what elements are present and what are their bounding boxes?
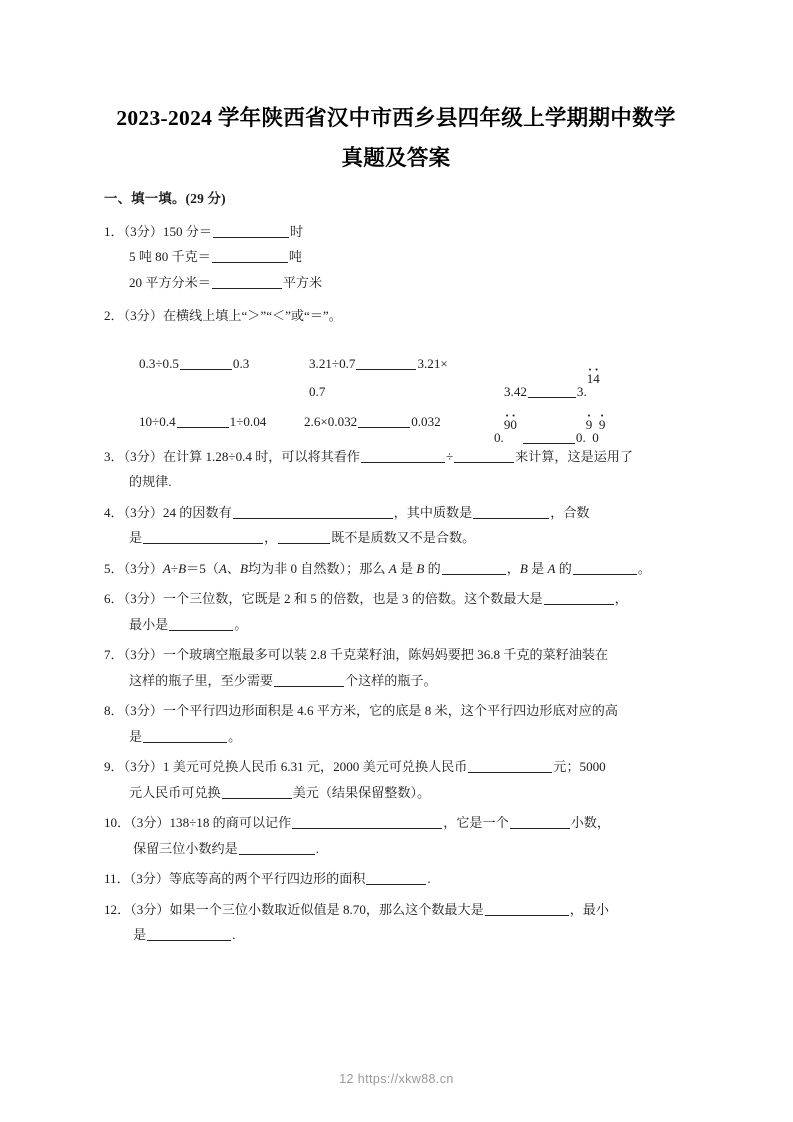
q12-text-3: 是 [133, 927, 147, 942]
q4-text-3: ，合数 [550, 504, 590, 520]
q5-text-10: 是 [396, 560, 417, 576]
answer-blank[interactable] [143, 530, 263, 544]
q1-text-d: 吨 [288, 249, 302, 264]
q11-score: （3分） [129, 871, 169, 886]
answer-blank[interactable] [143, 729, 227, 743]
question-2-comparison-grid [104, 331, 694, 445]
q9-text-2: 元；5000 [553, 759, 606, 774]
question-10-line-1 [104, 810, 694, 836]
q4-number: 4． [104, 504, 124, 520]
q1-text-a: 150 分＝ [162, 223, 213, 239]
q1-text-c: 5 吨 80 千克＝ [129, 249, 211, 264]
q2-c3-int: 3. [576, 383, 587, 399]
q4-text-2: ，其中质数是 [393, 504, 473, 520]
answer-blank[interactable] [573, 561, 637, 575]
answer-blank[interactable] [454, 449, 514, 463]
q5-text-18: 。 [637, 560, 651, 576]
q2-c4-left: 10÷0.4 [139, 413, 176, 429]
q10-text-5: . [315, 840, 320, 856]
answer-blank[interactable] [523, 430, 575, 444]
q5-text-13: ， [506, 560, 520, 576]
answer-blank[interactable] [485, 902, 569, 916]
q9-text-3: 元人民币可兑换 [129, 784, 221, 800]
q2-c1-left: 0.3÷0.5 [139, 355, 179, 371]
q2-c6-left-repeat-1: · 9 [504, 418, 511, 431]
question-8-line-1 [104, 698, 694, 724]
q8-text-1: 一个平行四边形面积是 4.6 平方米，它的底是 8 米，这个平行四边形底对应的高 [162, 703, 618, 718]
q3-number: 3． [104, 448, 124, 464]
q6-text-2: ， [614, 591, 628, 606]
question-12-line-2 [104, 922, 694, 948]
q6-text-3: 最小是 [129, 616, 169, 632]
question-1-line-2 [104, 244, 694, 270]
question-1 [104, 219, 694, 296]
q2-cell-2 [309, 351, 448, 377]
question-2 [104, 303, 694, 445]
q2-c6-left-repeat-2: · 0 [510, 418, 517, 431]
question-3-line-2 [104, 469, 694, 495]
q9-text-4: 美元（结果保留整数）。 [292, 784, 431, 800]
q1-text-e: 20 平方分米＝ [129, 274, 211, 290]
q5-text-15: 是 [527, 560, 548, 576]
q2-c3-left: 3.42 [504, 383, 527, 399]
q6-number: 6． [104, 591, 124, 606]
question-11 [104, 866, 694, 892]
q4-text-6: 既不是质数又不是合数。 [331, 530, 476, 545]
answer-blank[interactable] [147, 927, 231, 941]
q9-score: （3分） [123, 759, 163, 774]
question-12 [104, 897, 694, 948]
q2-c2-right-b: 0.7 [309, 383, 326, 399]
question-1-line-3 [104, 270, 694, 296]
q7-text-1: 一个玻璃空瓶最多可以装 2.8 千克菜籽油，陈妈妈要把 36.8 千克的菜籽油装在 [162, 647, 609, 662]
answer-blank[interactable] [544, 591, 614, 605]
q5-text-6: 、 [226, 560, 240, 576]
question-5 [104, 556, 694, 582]
q5-var-b: B [178, 560, 187, 576]
q2-c6-right-mid: 0 [592, 429, 599, 445]
answer-blank[interactable] [177, 414, 229, 428]
q4-text-1: 24 的因数有 [162, 504, 232, 520]
q5-text-4: ＝5（ [186, 560, 219, 576]
q2-c6-right-repeat-2: · 9 [599, 418, 606, 431]
title-line-2: 真题及答案 [341, 146, 451, 170]
answer-blank[interactable] [180, 356, 232, 370]
question-9 [104, 754, 694, 805]
answer-blank[interactable] [212, 249, 288, 263]
q8-text-3: 。 [228, 728, 242, 744]
q4-text-5: ， [264, 530, 278, 545]
q5-var-a4: A [547, 560, 556, 576]
answer-blank[interactable] [222, 785, 292, 799]
answer-blank[interactable] [361, 449, 445, 463]
q5-text-8: 均为非 0 自然数）；那么 [247, 560, 389, 576]
q2-cell-2-cont [309, 379, 325, 405]
q6-text-4: 。 [234, 616, 248, 632]
q3-text-2: ÷ [445, 448, 454, 464]
q2-cell-4 [139, 409, 266, 435]
section-heading: 一、填一填。(29 分) [104, 191, 226, 206]
question-10-line-2 [104, 836, 694, 862]
q2-cell-1 [139, 351, 249, 377]
q8-text-2: 是 [129, 728, 143, 744]
q12-number: 12． [104, 901, 131, 917]
q10-text-4: 保留三位小数约是 [133, 840, 238, 856]
question-12-line-1 [104, 897, 694, 923]
page-title [96, 98, 696, 178]
q5-number: 5． [104, 560, 124, 576]
q2-c2-right-a: 3.21× [417, 355, 448, 371]
q2-cell-5 [304, 409, 441, 435]
question-9-line-2 [104, 780, 694, 806]
answer-blank[interactable] [358, 414, 410, 428]
answer-blank[interactable] [292, 815, 442, 829]
q10-number: 10． [104, 815, 131, 830]
answer-blank[interactable] [356, 356, 416, 370]
q12-text-1: 如果一个三位小数取近似值是 8.70，那么这个数最大是 [169, 901, 484, 917]
q2-cell-3 [504, 370, 600, 405]
q10-text-1: 138÷18 的商可以记作 [169, 815, 292, 830]
question-6-line-1 [104, 586, 694, 612]
answer-blank[interactable] [212, 275, 282, 289]
q2-c4-right: 1÷0.04 [229, 413, 267, 429]
q2-c6-left-int: 0. [494, 429, 504, 445]
answer-blank[interactable] [169, 617, 233, 631]
q2-c1-right: 0.3 [232, 355, 250, 371]
q3-text-1: 在计算 1.28÷0.4 时，可以将其看作 [162, 448, 360, 464]
q8-number: 8． [104, 703, 124, 718]
q2-c3-repeat-digit-1: · 1 [587, 372, 594, 385]
q5-var-b3: B [416, 560, 425, 576]
q11-text-1: 等底等高的两个平行四边形的面积 [168, 871, 366, 886]
q2-c6-right-repeat-1: · 9 [586, 418, 593, 431]
q3-text-4: 的规律. [129, 474, 172, 489]
question-11-line-1 [104, 866, 694, 892]
q12-text-4: . [232, 927, 236, 942]
q1-score: （3分） [123, 223, 163, 239]
q10-text-3: 小数， [570, 815, 610, 830]
page-footer-watermark: 12 https://xkw88.cn [339, 1072, 454, 1086]
q1-text-b: 时 [290, 223, 304, 239]
q2-c3-repeat-digit-2: · 4 [593, 372, 600, 385]
answer-blank[interactable] [473, 505, 549, 519]
q1-text-f: 平方米 [282, 274, 323, 290]
q2-c5-right: 0.032 [411, 413, 441, 429]
answer-blank[interactable] [366, 871, 426, 885]
q5-text-17: 的 [555, 560, 572, 576]
q1-number: 1． [104, 223, 124, 239]
q11-text-2: . [427, 871, 431, 886]
q2-c6-right-int: 0. [575, 429, 586, 445]
question-4-line-1 [104, 500, 694, 526]
question-10 [104, 810, 694, 861]
q10-text-2: ，它是一个 [443, 815, 509, 830]
q5-var-a3: A [388, 560, 397, 576]
q3-text-3: 来计算，这是运用了 [515, 448, 633, 464]
q5-var-a2: A [218, 560, 227, 576]
answer-blank[interactable] [468, 759, 552, 773]
question-8 [104, 698, 694, 749]
q5-text-12: 的 [424, 560, 441, 576]
question-3-line-1 [104, 444, 694, 470]
q9-number: 9． [104, 759, 124, 774]
q4-text-4: 是 [129, 530, 143, 545]
answer-blank[interactable] [510, 815, 570, 829]
title-line-1: 2023-2024 学年陕西省汉中市西乡县四年级上学期期中数学 [116, 106, 676, 130]
question-7-line-2 [104, 668, 694, 694]
q7-text-2: 这样的瓶子里，至少需要 [129, 672, 274, 688]
question-6 [104, 586, 694, 637]
q5-var-b4: B [519, 560, 528, 576]
answer-blank[interactable] [528, 384, 576, 398]
q5-op: ÷ [170, 560, 179, 576]
exam-body [104, 186, 694, 953]
q8-score: （3分） [123, 703, 163, 718]
question-5-line-1 [104, 556, 694, 582]
q2-score: （3分） [123, 308, 163, 323]
question-3 [104, 444, 694, 495]
answer-blank[interactable] [239, 841, 315, 855]
question-8-line-2 [104, 724, 694, 750]
q6-text-1: 一个三位数，它既是 2 和 5 的倍数，也是 3 的倍数。这个数最大是 [162, 591, 543, 606]
answer-blank[interactable] [278, 530, 330, 544]
question-4 [104, 500, 694, 551]
q11-number: 11． [104, 871, 130, 886]
q5-score: （3分） [123, 560, 163, 576]
q2-prompt: 在横线上填上“＞”“＜”或“＝”。 [162, 308, 342, 323]
q5-var-a: A [162, 560, 171, 576]
q2-c3-right-value [576, 370, 600, 405]
q2-c5-left: 2.6×0.032 [304, 413, 358, 429]
question-4-line-2 [104, 525, 694, 551]
question-2-line-1 [104, 303, 694, 329]
q9-text-1: 1 美元可兑换人民币 6.31 元，2000 美元可兑换人民币 [162, 759, 468, 774]
q5-var-b2: B [239, 560, 248, 576]
q10-score: （3分） [130, 815, 170, 830]
q7-number: 7． [104, 647, 124, 662]
question-7 [104, 642, 694, 693]
q7-score: （3分） [123, 647, 163, 662]
answer-blank[interactable] [233, 505, 393, 519]
q6-score: （3分） [123, 591, 163, 606]
q3-score: （3分） [123, 448, 163, 464]
q2-number: 2． [104, 308, 124, 323]
question-7-line-1 [104, 642, 694, 668]
answer-blank[interactable] [274, 673, 344, 687]
question-1-line-1 [104, 219, 694, 245]
question-9-line-1 [104, 754, 694, 780]
q2-c2-left: 3.21÷0.7 [309, 355, 356, 371]
answer-blank[interactable] [442, 561, 506, 575]
q12-score: （3分） [130, 901, 170, 917]
answer-blank[interactable] [213, 224, 289, 238]
q12-text-2: ，最小 [569, 901, 609, 917]
q7-text-3: 个这样的瓶子。 [345, 672, 437, 688]
question-6-line-2 [104, 612, 694, 638]
q4-score: （3分） [123, 504, 163, 520]
